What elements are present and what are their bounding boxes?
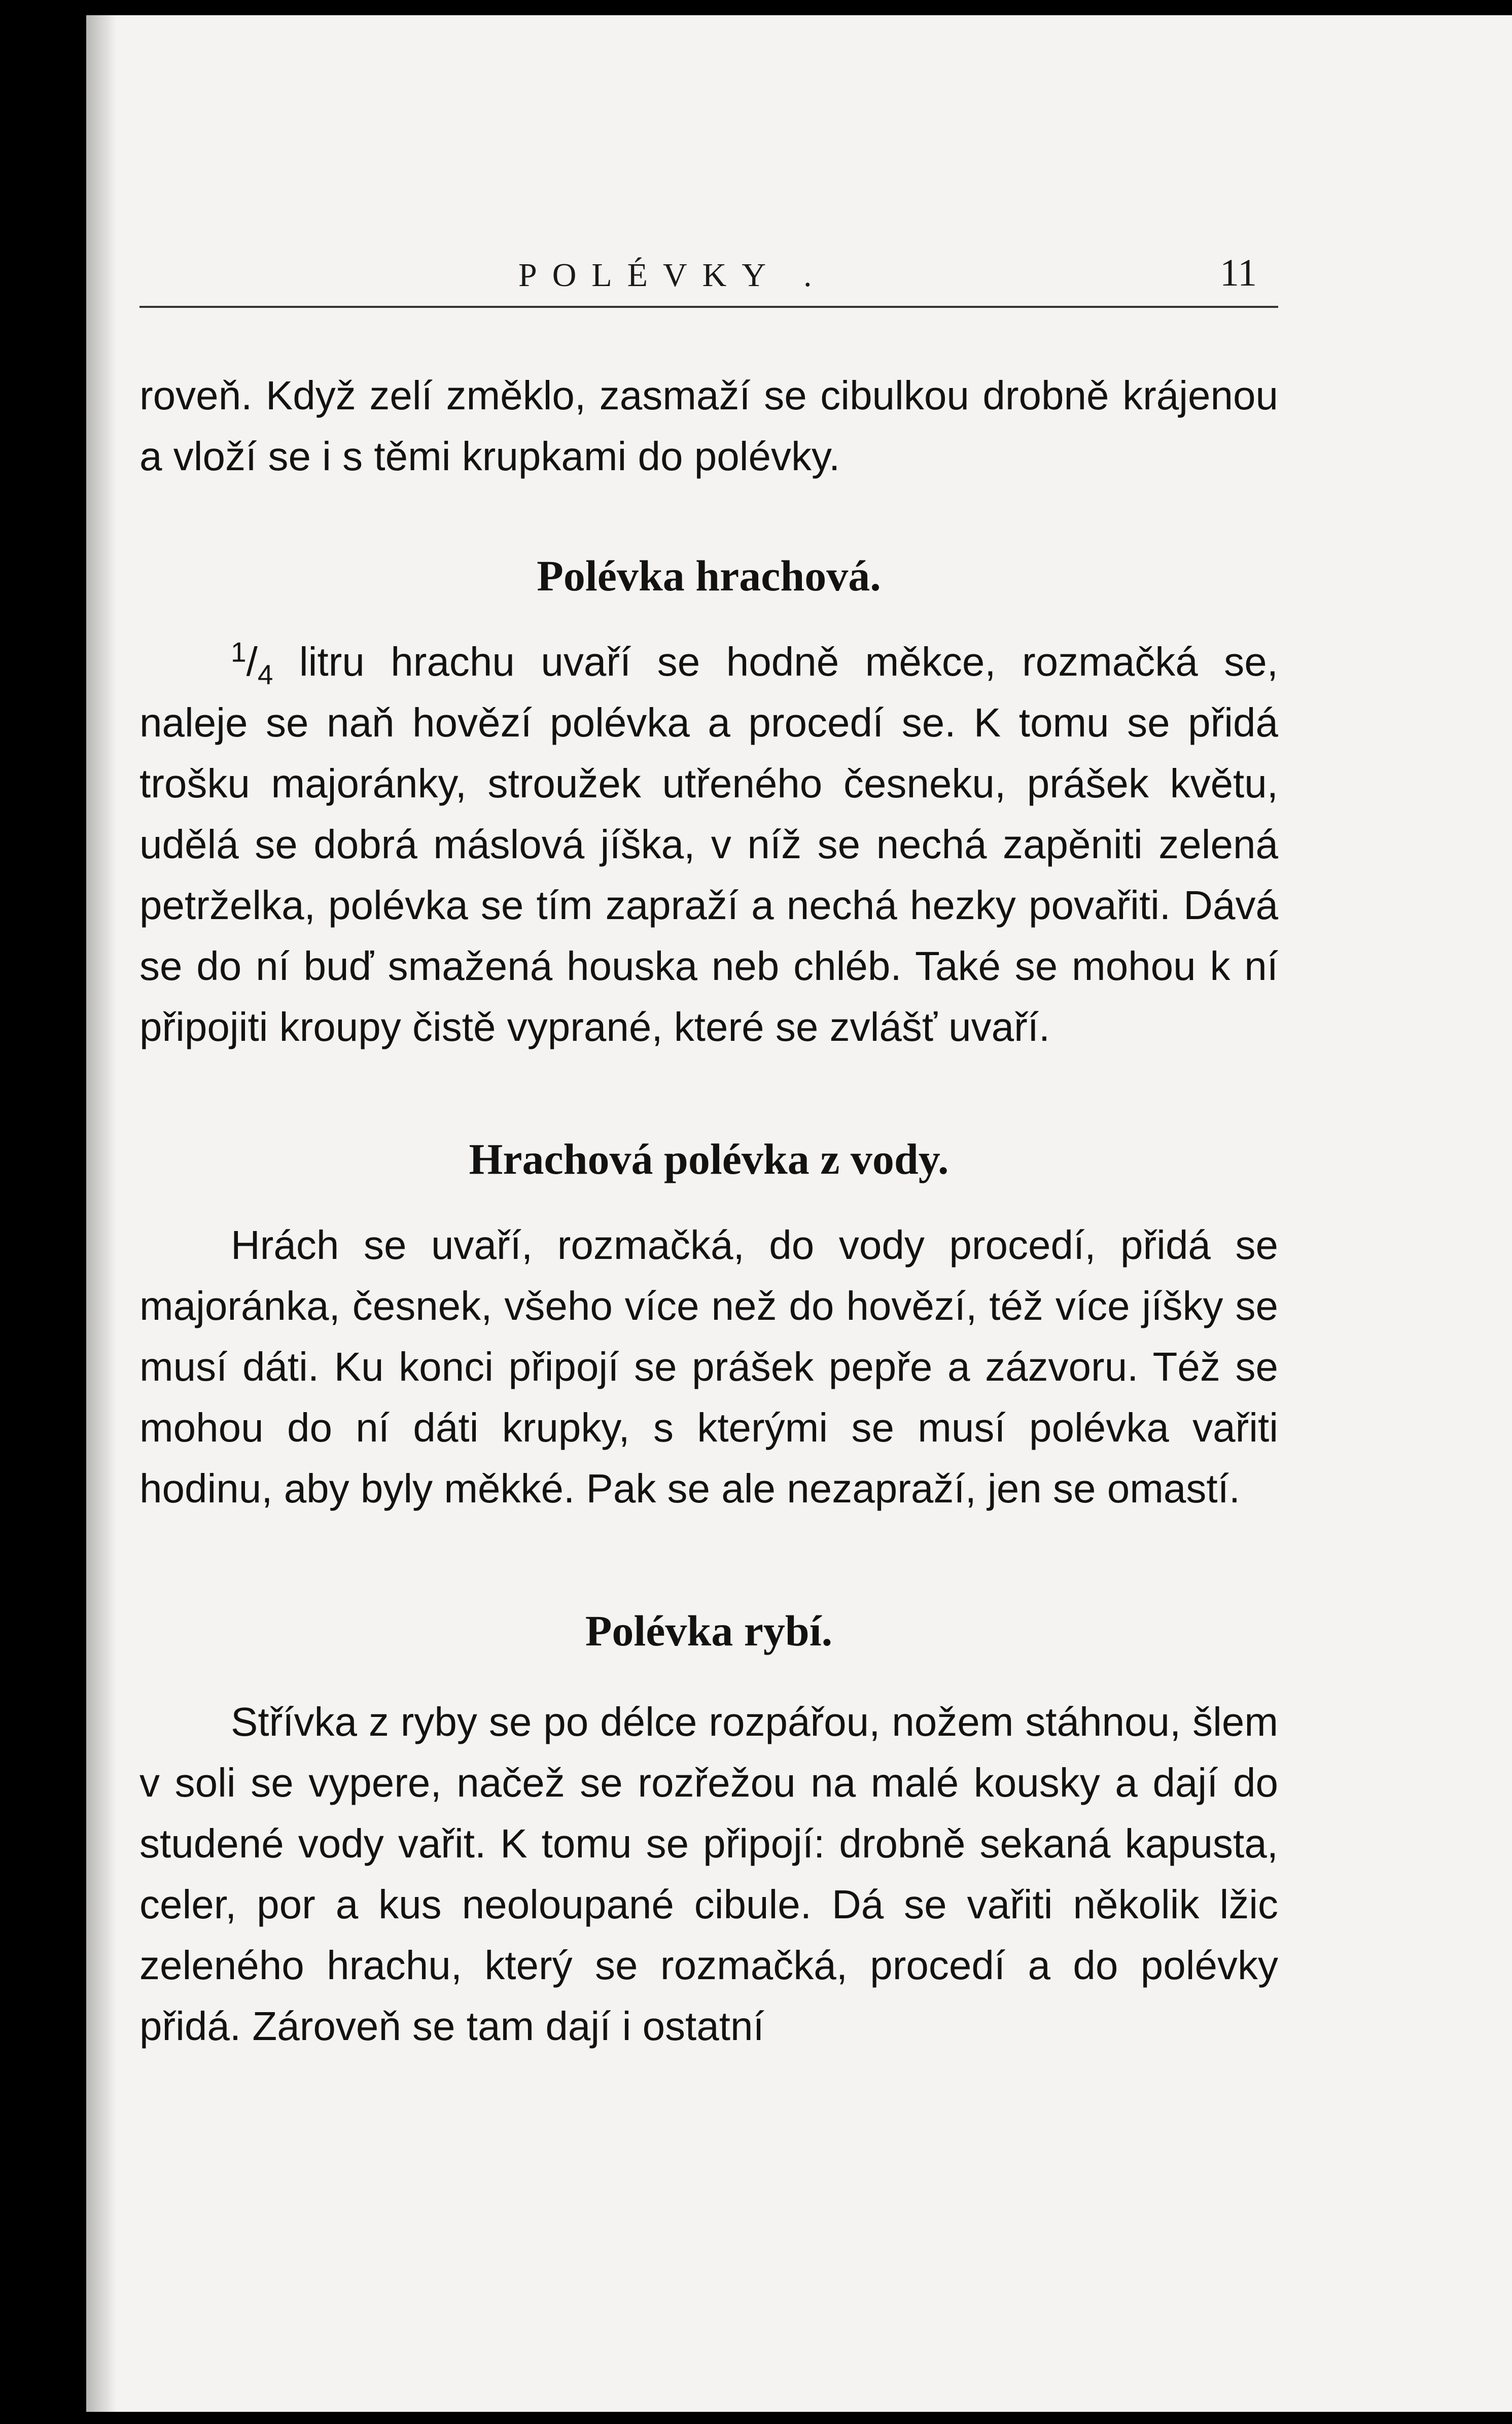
running-header (86, 246, 1512, 307)
book-page (86, 15, 1512, 2412)
section-title-pea-soup-water: Hrachová polévka z vody. (469, 1135, 949, 1183)
header-rule (139, 306, 1278, 308)
fraction-numerator: 1 (231, 636, 247, 668)
page-body (139, 365, 1278, 2057)
section-text-fish-soup: Střívka z ryby se po délce rozpářou, nožem stáhnou, šlem v soli se vypere, načež se rozřežou na malé kousky a dají do studené vody vařit. K tomu se připojí: drobně sekaná kapusta, celer, por a kus neoloupané cibule. Dá se vařiti několik lžic zeleného hrachu, který se rozmačká, procedí a do polévky přidá. Zároveň se tam dají i ostatní (139, 1699, 1278, 2049)
page-number: 11 (1220, 252, 1257, 294)
fraction-denominator: 4 (257, 659, 273, 690)
section-title-pea-soup: Polévka hrachová. (537, 551, 881, 600)
section-text-pea-soup: $^1/_4$ litru hrachu uvaří se hodně měkce, rozmačká se, naleje se naň hovězí polévka a procedí se. K tomu se přidá trošku majoránky, stroužek utřeného česneku, prášek květu, udělá se dobrá máslová jíška, v níž se nechá zapěniti zelená petrželka, polévka se tím zapraží a nechá hezky povařiti. Dává se do ní buď smažená houska neb chléb. Také se mohou k ní připojiti kroupy čistě vyprané, které se zvlášť uvaří. (139, 636, 1278, 1049)
section-title-fish-soup: Polévka rybí. (585, 1606, 833, 1655)
spine-shadow (86, 15, 117, 2412)
section-text-pea-soup-body: litru hrachu uvaří se hodně měkce, rozmačká se, naleje se naň hovězí polévka a procedí se. K tomu se přidá trošku majoránky, stroužek utřeného česneku, prášek květu, udělá se dobrá máslová jíška, v níž se nechá zapěniti zelená petrželka, polévka se tím zapraží a nechá hezky povařiti. Dává se do ní buď smažená houska neb chléb. Také se mohou k ní připojiti kroupy čistě vyprané, které se zvlášť uvaří. (139, 639, 1278, 1049)
intro-paragraph: roveň. Když zelí změklo, zasmaží se cibulkou drobně krájenou a vloží se i s těmi krupkami do polévky. (139, 373, 1278, 479)
running-title: POLÉVKY . (518, 257, 827, 294)
section-text-pea-soup-water: Hrách se uvaří, rozmačká, do vody procedí, přidá se majoránka, česnek, všeho více než do hovězí, též více jíšky se musí dáti. Ku konci připojí se prášek pepře a zázvoru. Též se mohou do ní dáti krupky, s kterými se musí polévka vařiti hodinu, aby byly měkké. Pak se ale nezapraží, jen se omastí. (139, 1222, 1278, 1511)
